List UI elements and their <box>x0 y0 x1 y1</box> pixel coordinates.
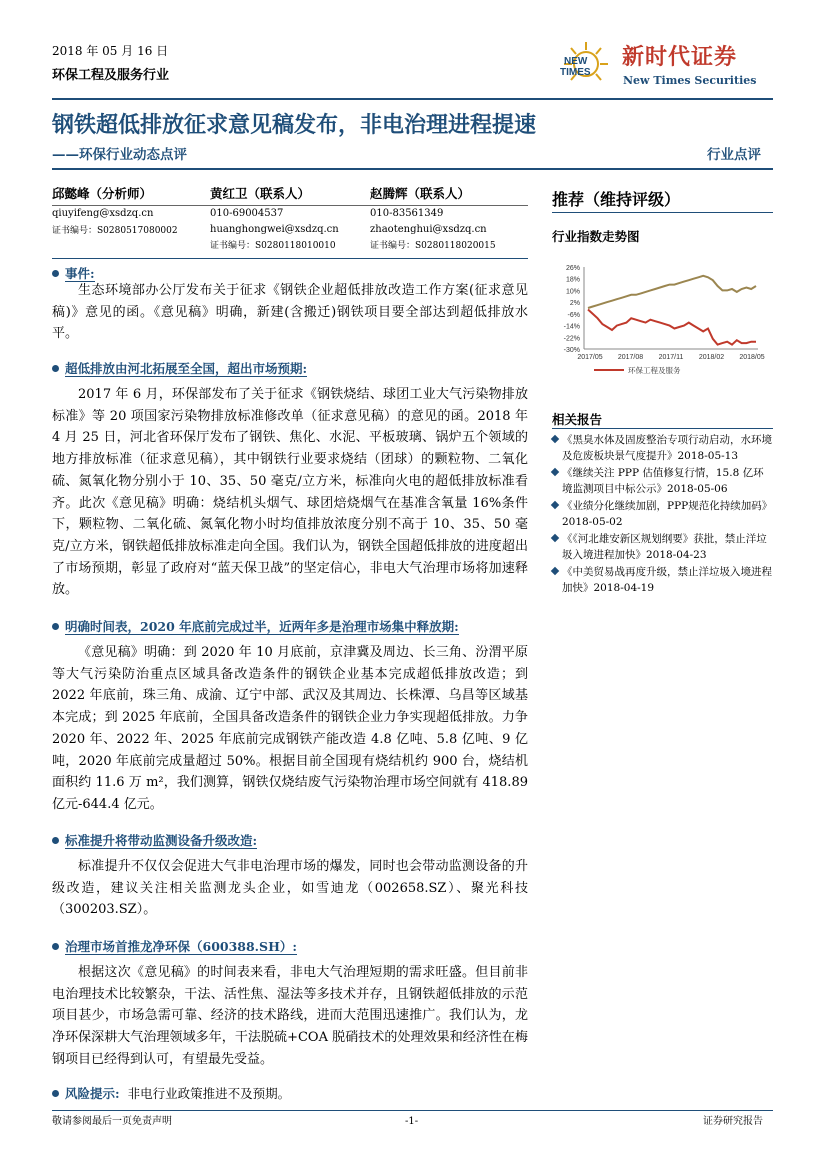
title-rule <box>52 168 773 170</box>
footer-rule <box>52 1110 773 1111</box>
analyst-name: 黄红卫（联系人） <box>210 186 311 201</box>
page-subtitle: ——环保行业动态点评 <box>52 147 187 163</box>
bullet-icon <box>52 365 59 372</box>
analyst-cert: 证书编号：S0280118010010 <box>210 241 336 251</box>
x-tick-label: 2017/11 <box>658 354 684 361</box>
section-event-title: 事件: <box>52 264 95 282</box>
bullet-icon <box>52 837 59 844</box>
analyst-email: zhaotenghui@xsdzq.cn <box>370 224 487 235</box>
series-line-0 <box>588 276 756 308</box>
related-report-item[interactable]: 《《河北雄安新区规划纲要》获批，禁止洋垃圾入境进程加快》2018-04-23 <box>552 532 774 563</box>
analyst-bottom-rule <box>52 258 528 259</box>
related-reports-title: 相关报告 <box>552 412 603 427</box>
section-timeline-title: 明确时间表，2020 年底前完成过半，近两年多是治理市场集中释放期: <box>52 617 459 635</box>
company-name-cn: 新时代证券 <box>622 44 738 70</box>
analyst-2 <box>210 184 370 252</box>
logo-text-new: NEW <box>564 56 588 67</box>
section-scope-title: 超低排放由河北拓展至全国，超出市场预期: <box>52 359 307 377</box>
diamond-bullet-icon <box>551 468 559 476</box>
section-scope-body: 2017 年 6 月，环保部发布了关于征求《钢铁烧结、球团工业大气污染物排放标准》等 20 项国家污染物排放标准修改单（征求意见稿）的意见的函。2018 年 4 月 25 日，河北省环保厅发布了钢铁、焦化、水泥、平板玻璃、锅炉五个领域的地方排放标准（征求意见稿），其中钢铁行业要求烧结（团球）的颗粒物、二氧化硫、氮氧化物分别小于 10、35、50 毫克/立方米，标准向火电的超低排放标准看齐。此次《意见稿》明确：烧结机头烟气、球团焙烧烟气在基准含氧量 16%条件下，颗粒物、二氧化硫、氮氧化物小时均值排放浓度分别不高于 10、35、50 毫克/立方米，钢铁超低排放标准走向全国。我们认为，钢铁全国超低排放的进度超出了市场预期，彰显了政府对“蓝天保卫战”的坚定信心，非电大气治理市场将加速释放。 <box>52 387 528 598</box>
x-tick-label: 2018/02 <box>698 354 725 361</box>
footer-disclaimer[interactable]: 敬请参阅最后一页免责声明 <box>52 1116 172 1127</box>
y-tick-label: -22% <box>563 335 580 343</box>
x-tick-label: 2017/05 <box>577 354 603 361</box>
company-logo <box>558 38 614 92</box>
risk-label: 风险提示: <box>65 1086 120 1101</box>
diamond-bullet-icon <box>551 567 559 575</box>
diamond-bullet-icon <box>551 435 559 443</box>
section-event-body: 生态环境部办公厅发布关于征求《钢铁企业超低排放改造工作方案(征求意见稿)》意见的函。《意见稿》明确，新建(含搬迁)钢铁项目要全部达到超低排放水平。 <box>52 283 528 342</box>
analyst-3 <box>370 184 530 252</box>
section-pick-body: 根据这次《意见稿》的时间表来看，非电大气治理短期的需求旺盛。但目前非电治理技术比较繁杂，干法、活性焦、湿法等多技术并存，且钢铁超低排放的示范项目甚少，市场急需可靠、经济的技术路线，进而大范围迅速推广。我们认为，龙净环保深耕大气治理领域多年，干法脱硫+COA 脱硝技术的处理效果和经济性在梅钢项目已经得到认可，有望最先受益。 <box>52 965 528 1067</box>
analyst-email: huanghongwei@xsdzq.cn <box>210 224 339 235</box>
analyst-phone: 010-83561349 <box>370 208 444 219</box>
bullet-icon <box>52 943 59 950</box>
analyst-1 <box>52 184 212 237</box>
bullet-icon <box>52 623 59 630</box>
rating-label: 推荐（维持评级） <box>552 190 681 209</box>
analyst-email: qiuyifeng@xsdzq.cn <box>52 208 154 219</box>
y-tick-label: -30% <box>563 347 580 354</box>
x-tick-label: 2018/05 <box>739 354 765 361</box>
y-tick-label: 26% <box>565 265 580 272</box>
section-pick-title: 治理市场首推龙净环保（600388.SH）: <box>52 937 297 955</box>
report-date: 2018 年 05 月 16 日 <box>52 44 169 58</box>
rating-rule <box>552 212 773 213</box>
analyst-phone: 010-69004537 <box>210 208 284 219</box>
analyst-rule <box>52 205 528 206</box>
y-tick-label: 2% <box>569 300 580 308</box>
analyst-name: 邱懿峰（分析师） <box>52 186 153 201</box>
analyst-cert: 证书编号：S0280517080002 <box>52 226 178 236</box>
y-tick-label: 10% <box>565 288 580 296</box>
footer-report-type: 证券研究报告 <box>703 1116 763 1127</box>
related-report-item[interactable]: 《业绩分化继续加剧，PPP规范化持续加码》2018-05-02 <box>552 499 774 530</box>
bullet-icon <box>52 270 59 277</box>
section-timeline-body: 《意见稿》明确：到 2020 年 10 月底前，京津冀及周边、长三角、汾渭平原等大气污染防治重点区域具备改造条件的钢铁企业基本完成超低排放改造；到 2022 年底前，珠三角、成渝、辽宁中部、武汉及其周边、长株潭、乌昌等区域基本完成；到 2025 年底前，全国具备改造条件的钢铁企业力争实现超低排放。力争 2020 年、2022 年、2025 年底前完成钢铁产能改造 4.8 亿吨、5.8 亿吨、9 亿吨，2020 年底前完成量超过 50%。根据目前全国现有烧结机约 900 台，烧结机面积约 11.6 万 m²，我们测算，钢铁仅烧结废气污染物治理市场空间就有 418.89 亿元-644.4 亿元。 <box>52 645 528 812</box>
header-rule <box>52 98 773 100</box>
section-monitoring-title: 标准提升将带动监测设备升级改造: <box>52 831 257 849</box>
risk-line <box>52 1084 290 1102</box>
page-title: 钢铁超低排放征求意见稿发布，非电治理进程提速 <box>52 112 537 138</box>
diamond-bullet-icon <box>551 501 559 509</box>
analyst-cert: 证书编号：S0280118020015 <box>370 241 496 251</box>
legend-label: 环保工程及服务 <box>628 366 681 375</box>
bullet-icon <box>52 1090 59 1097</box>
industry-index-chart <box>552 257 772 387</box>
y-tick-label: -14% <box>563 323 580 331</box>
y-tick-label: 18% <box>565 276 580 284</box>
related-report-item[interactable]: 《继续关注 PPP 估值修复行情，15.8 亿环境监测项目中标公示》2018-05-06 <box>552 466 774 497</box>
section-monitoring-body: 标准提升不仅仅会促进大气非电治理市场的爆发，同时也会带动监测设备的升级改造，建议关注相关监测龙头企业，如雪迪龙（002658.SZ）、聚光科技（300203.SZ）。 <box>52 859 528 918</box>
chart-title: 行业指数走势图 <box>552 229 640 244</box>
risk-text: 非电行业政策推进不及预期。 <box>127 1086 291 1101</box>
y-tick-label: -6% <box>567 311 580 319</box>
x-tick-label: 2017/08 <box>617 354 644 361</box>
company-name-en: New Times Securities <box>623 74 757 87</box>
logo-text-times: TIMES <box>560 67 591 78</box>
related-report-item[interactable]: 《中美贸易战再度升级，禁止洋垃圾入境进程加快》2018-04-19 <box>552 565 774 596</box>
related-reports-list <box>552 433 774 598</box>
related-report-item[interactable]: 《黑臭水体及固废整治专项行动启动，水环境及危废板块景气度提升》2018-05-13 <box>552 433 774 464</box>
page-number: -1- <box>405 1116 419 1127</box>
diamond-bullet-icon <box>551 534 559 542</box>
related-rule <box>552 428 773 429</box>
industry-name: 环保工程及服务行业 <box>52 68 170 83</box>
report-type-tag: 行业点评 <box>707 147 761 163</box>
analyst-name: 赵腾辉（联系人） <box>370 186 471 201</box>
series-line-1 <box>588 310 756 345</box>
